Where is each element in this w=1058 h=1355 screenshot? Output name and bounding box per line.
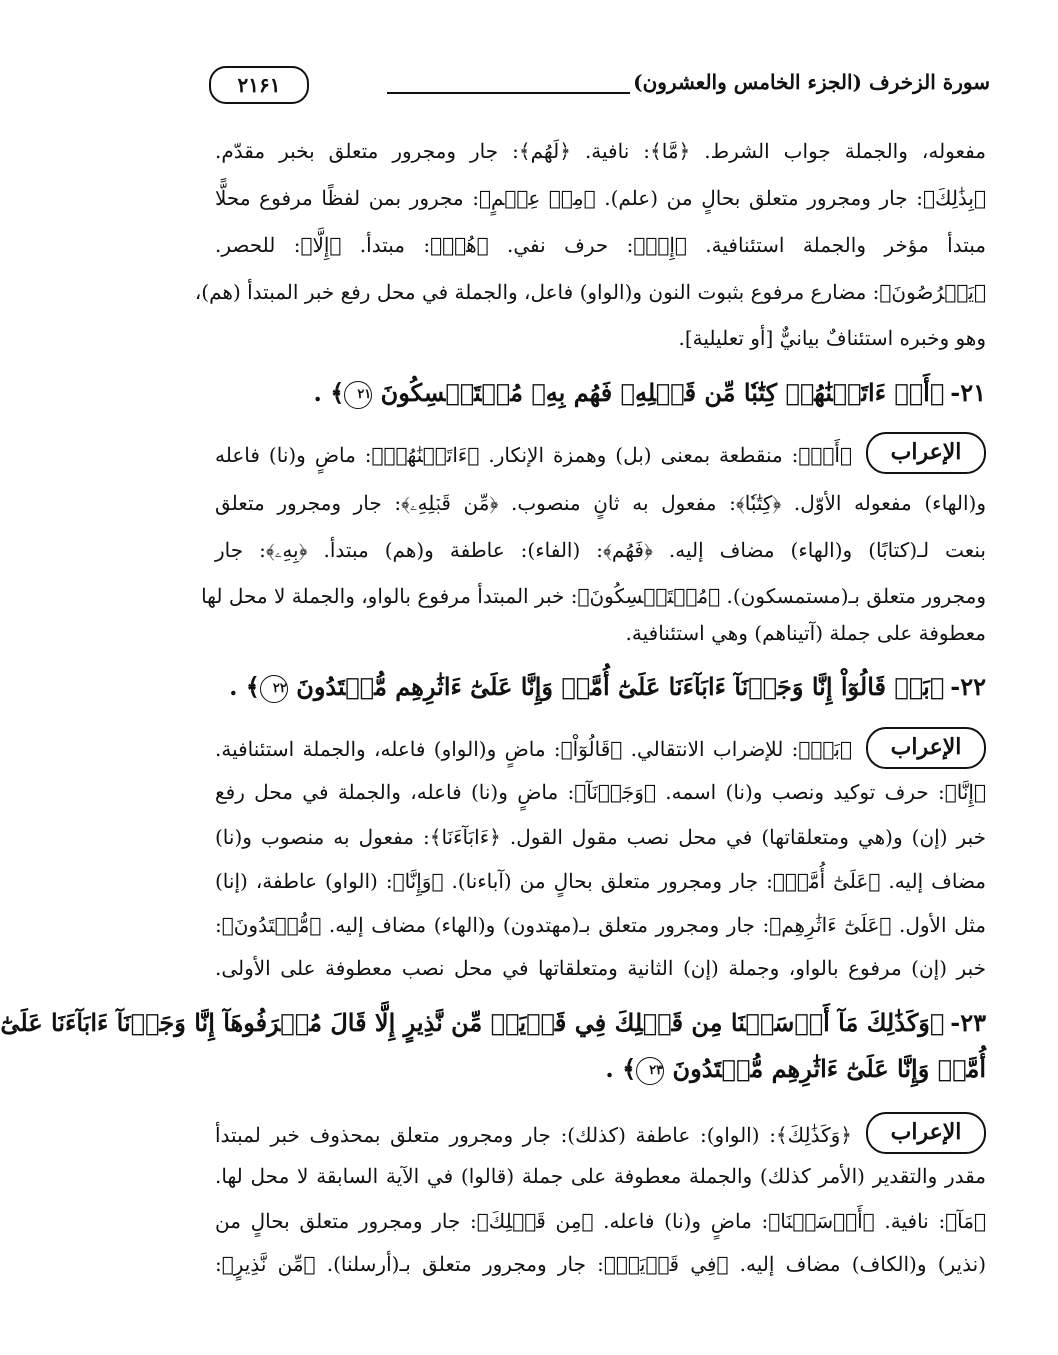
ayah-end-icon: ٢١ xyxy=(344,381,372,409)
verse-text: ﴿أَمۡ ءَاتَيۡنَٰهُمۡ كِتَٰبٗا مِّن قَبۡلِهِۦ فَهُم بِهِۦ مُسۡتَمۡسِكُونَ xyxy=(380,378,945,407)
verse-23-line-1 xyxy=(0,1006,986,1040)
text-line: و(الهاء) مفعوله الأوّل. ﴿كِتَٰبٗا﴾: مفعول به ثانٍ منصوب. ﴿مِّن قَبۡلِهِۦ﴾: جار ومجرور متعلق xyxy=(215,491,986,515)
text-line: مقدر والتقدير (الأمر كذلك) والجملة معطوفة على جملة (قالوا) في الآية السابقة لا محل لها. xyxy=(215,1164,986,1188)
ayah-end-icon: ٢٣ xyxy=(636,1057,664,1085)
text-line: ﴿مَآ﴾: نافية. ﴿أَرۡسَلۡنَا﴾: ماضٍ و(نا) فاعله. ﴿مِن قَبۡلِكَ﴾: جار ومجرور متعلق بحالٍ من xyxy=(215,1209,986,1233)
text-line: بنعت لـ(كتابًا) و(الهاء) مضاف إليه. ﴿فَهُم﴾: (الفاء): عاطفة و(هم) مبتدأ. ﴿بِهِۦ﴾: جار xyxy=(215,538,986,562)
text-line: مضاف إليه. ﴿عَلَىٰٓ أُمَّةٖ﴾: جار ومجرور متعلق بحالٍ من (آباءنا). ﴿وَإِنَّا﴾: (الواو) عاطفة، (إنا) xyxy=(215,869,986,893)
verse-text: ﴿وَكَذَٰلِكَ مَآ أَرۡسَلۡنَا مِن قَبۡلِكَ فِي قَرۡيَةٖ مِّن نَّذِيرٍ إِلَّا قَالَ مُتۡرَفُوهَآ إِنَّا وَجَدۡنَآ ءَابَآءَنَا عَلَىٰٓ xyxy=(0,1008,945,1037)
text-line: ﴿يَخۡرُصُونَ﴾: مضارع مرفوع بثبوت النون و(الواو) فاعل، والجملة في محل رفع خبر المبتدأ (هم)، xyxy=(194,280,986,304)
irab-label: الإعراب xyxy=(866,432,986,474)
text-line: وهو وخبره استئنافٌ بيانيٌّ [أو تعليلية]. xyxy=(678,326,986,350)
text-line: خبر (إن) و(هي ومتعلقاتها) في محل نصب مقول القول. ﴿ءَابَآءَنَا﴾: مفعول به منصوب و(نا) xyxy=(215,825,986,849)
text-line: ﴿بِذَٰلِكَ﴾: جار ومجرور متعلق بحالٍ من (علم). ﴿مِنۡ عِلۡمٍ﴾: مجرور بمن لفظًا مرفوع محلًّا xyxy=(215,186,986,210)
text-line: ﴿أَمۡ﴾: منقطعة بمعنى (بل) وهمزة الإنكار. ﴿ءَاتَيۡنَٰهُمۡ﴾: ماضٍ و(نا) فاعله xyxy=(215,443,852,467)
verse-21 xyxy=(215,376,986,410)
text-line: ومجرور متعلق بـ(مستمسكون). ﴿مُسۡتَمۡسِكُونَ﴾: خبر المبتدأ مرفوع بالواو، والجملة لا محل لها xyxy=(201,584,986,608)
verse-text: أُمَّةٖ وَإِنَّا عَلَىٰٓ ءَاثَٰرِهِم مُّقۡتَدُونَ xyxy=(672,1054,986,1083)
text-line: معطوفة على جملة (آتيناهم) وهي استئنافية. xyxy=(625,621,986,645)
verse-number: ۲۳- xyxy=(950,1008,986,1037)
text-line: مثل الأول. ﴿عَلَىٰٓ ءَاثَٰرِهِم﴾: جار ومجرور متعلق بـ(مهتدون) و(الهاء) مضاف إليه. ﴿مُّهۡتَدُونَ﴾: xyxy=(215,913,986,937)
verse-22 xyxy=(215,670,986,704)
text-line: ﴿إِنَّا﴾: حرف توكيد ونصب و(نا) اسمه. ﴿وَجَدۡنَآ﴾: ماضٍ و(نا) فاعله، والجملة في محل رفع xyxy=(215,780,986,804)
irab-label: الإعراب xyxy=(866,1112,986,1154)
text-line: خبر (إن) مرفوع بالواو، وجملة (إن) الثانية ومتعلقاتها في محل نصب معطوفة على الأولى. xyxy=(215,956,986,980)
verse-close: ﴾ . xyxy=(229,672,260,701)
header-rule xyxy=(387,92,630,94)
text-line: مبتدأ مؤخر والجملة استئنافية. ﴿إِنۡ﴾: حرف نفي. ﴿هُمۡ﴾: مبتدأ. ﴿إِلَّا﴾: للحصر. xyxy=(215,233,986,257)
ayah-end-icon: ٢٢ xyxy=(260,675,288,703)
text-line: ﴿بَلۡ﴾: للإضراب الانتقالي. ﴿قَالُوٓاْ﴾: ماضٍ و(الواو) فاعله، والجملة استئنافية. xyxy=(215,737,852,761)
surah-title: سورة الزخرف (الجزء الخامس والعشرون) xyxy=(633,70,990,94)
verse-text: ﴿بَلۡ قَالُوٓاْ إِنَّا وَجَدۡنَآ ءَابَآءَنَا عَلَىٰٓ أُمَّةٖ وَإِنَّا عَلَىٰٓ ءَاثَٰرِهِم مُّهۡتَدُونَ xyxy=(296,672,945,701)
text-line: (نذير) و(الكاف) مضاف إليه. ﴿فِي قَرۡيَةٖ﴾: جار ومجرور متعلق بـ(أرسلنا). ﴿مِّن نَّذِيرٍ﴾: xyxy=(215,1252,986,1276)
verse-number: ۲۱- xyxy=(950,378,986,407)
verse-23-line-2 xyxy=(215,1052,986,1086)
verse-close: ﴾ . xyxy=(605,1054,637,1083)
verse-number: ۲۲- xyxy=(950,672,986,701)
text-line: مفعوله، والجملة جواب الشرط. ﴿مَّا﴾: نافية. ﴿لَهُم﴾: جار ومجرور متعلق بخبر مقدّم. xyxy=(215,139,986,163)
irab-label: الإعراب xyxy=(866,727,986,769)
page-number: ۲۱۶۱ xyxy=(209,66,309,104)
text-line: ﴿وَكَذَٰلِكَ﴾: (الواو): عاطفة (كذلك): جار ومجرور متعلق بمحذوف خبر لمبتدأ xyxy=(215,1123,852,1147)
page-header xyxy=(209,66,990,106)
verse-close: ﴾ . xyxy=(313,378,345,407)
